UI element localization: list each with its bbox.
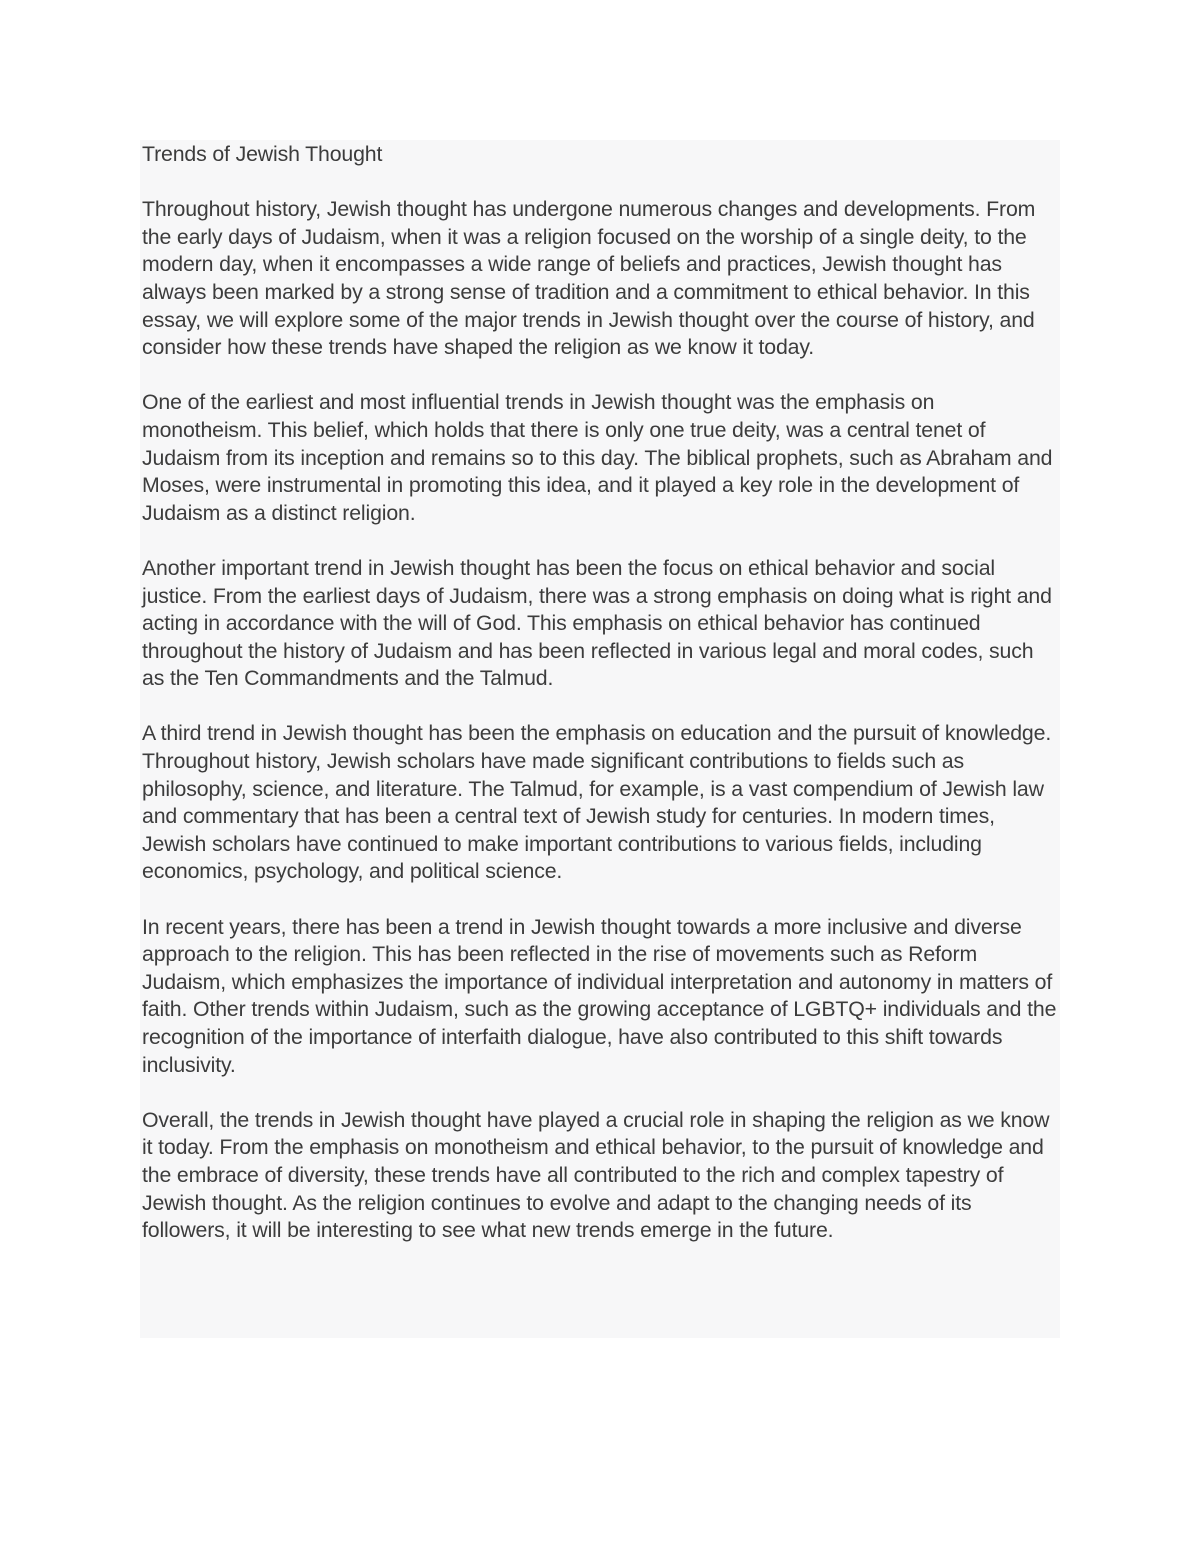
essay-text-block [140, 140, 1060, 1338]
essay-body [142, 140, 1060, 1245]
paragraph-introduction: Throughout history, Jewish thought has undergone numerous changes and developments. From the early days of Judaism, when it was a religion focused on the worship of a single deity, to the modern day, when it encompasses a wide range of beliefs and practices, Jewish thought has always been marked by a strong sense of tradition and a commitment to ethical behavior. In this essay, we will explore some of the major trends in Jewish thought over the course of history, and consider how these trends have shaped the religion as we know it today. [142, 197, 1036, 360]
paragraph-monotheism: One of the earliest and most influential trends in Jewish thought was the emphasis on monotheism. This belief, which holds that there is only one true deity, was a central tenet of Judaism from its inception and remains so to this day. The biblical prophets, such as Abraham and Moses, were instrumental in promoting this idea, and it played a key role in the development of Judaism as a distinct religion. [142, 390, 1053, 525]
paragraph-inclusivity: In recent years, there has been a trend in Jewish thought towards a more inclusive and diverse approach to the religion. This has been reflected in the rise of movements such as Reform Judaism, which emphasizes the importance of individual interpretation and autonomy in matters of faith. Other trends within Judaism, such as the growing acceptance of LGBTQ+ individuals and the recognition of the importance of interfaith dialogue, have also contributed to this shift towards inclusivity. [142, 914, 1057, 1077]
paragraph-education: A third trend in Jewish thought has been the emphasis on education and the pursuit of knowledge. Throughout history, Jewish scholars have made significant contributions to fields such as philosophy, science, and literature. The Talmud, for example, is a vast compendium of Jewish law and commentary that has been a central text of Jewish study for centuries. In modern times, Jewish scholars have continued to make important contributions to various fields, including economics, psychology, and political science. [142, 721, 1052, 884]
essay-title: Trends of Jewish Thought [142, 142, 383, 166]
paragraph-ethical-behavior: Another important trend in Jewish thought has been the focus on ethical behavior and social justice. From the earliest days of Judaism, there was a strong emphasis on doing what is right and acting in accordance with the will of God. This emphasis on ethical behavior has continued throughout the history of Judaism and has been reflected in various legal and moral codes, such as the Ten Commandments and the Talmud. [142, 555, 1052, 691]
paragraph-conclusion: Overall, the trends in Jewish thought have played a crucial role in shaping the religion as we know it today. From the emphasis on monotheism and ethical behavior, to the pursuit of knowledge and the embrace of diversity, these trends have all contributed to the rich and complex tapestry of Jewish thought. As the religion continues to evolve and adapt to the changing needs of its followers, it will be interesting to see what new trends emerge in the future. [142, 1107, 1050, 1243]
